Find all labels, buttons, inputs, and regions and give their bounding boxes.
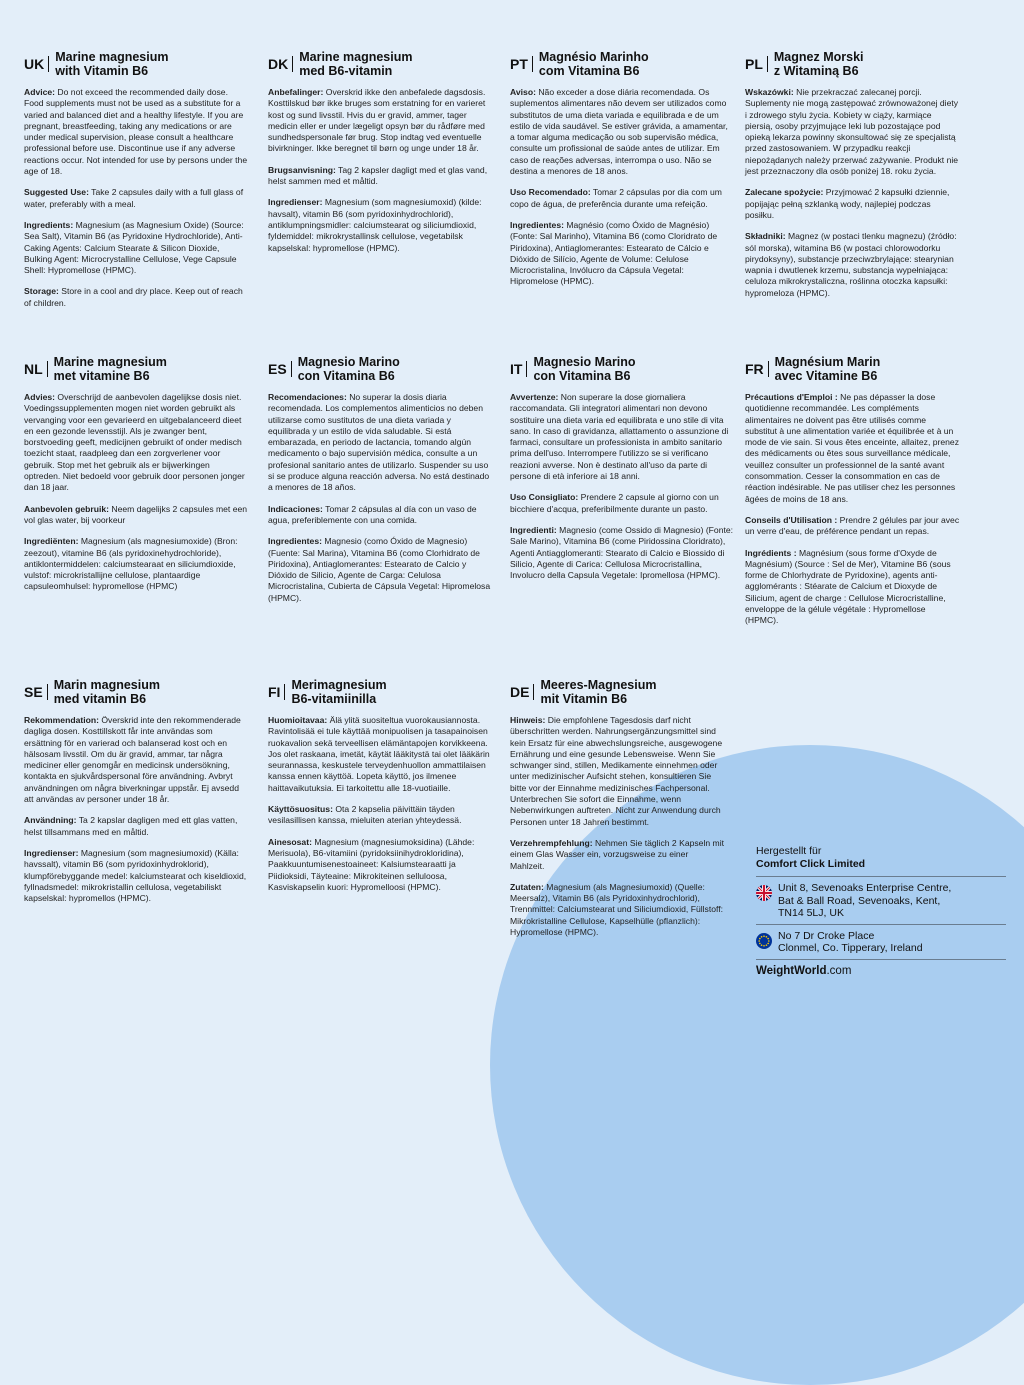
- section-header: [268, 50, 492, 78]
- info-paragraph: [268, 536, 492, 604]
- paragraph-label: Hinweis:: [510, 715, 546, 725]
- paragraph-text: Overskrid ikke den anbefalede dagsdosis. Kosttilskud bør ikke bruges som erstatning for en varieret kost og sund livsstil. Hvis du er gravid, ammer, tager medicin eller er under lægeligt opsyn bør du rådføre med sundhedspersonale før brug. Stop indtag ved eventuelle bivirkninger. Ikke beregnet til børn og unge under 18 år.: [268, 87, 486, 154]
- info-paragraph: [268, 837, 492, 893]
- product-title: Merimagnesium B6-vitamiinilla: [291, 678, 387, 706]
- paragraph-text: Magnésium (sous forme d'Oxyde de Magnésium) (Source : Sel de Mer), Vitamine B6 (sous forme de Chlorhydrate de Pyridoxine), agents anti-agglomérants : Stéarate de Calcium et Dioxyde de Silicium, agent de charge : Cellulose Microcristalline, enveloppe de la gélule végétale : Hypromellose (HPMC).: [745, 547, 951, 626]
- country-code: FR: [745, 361, 769, 377]
- info-paragraph: [510, 838, 725, 872]
- section-header: [745, 355, 960, 383]
- info-paragraph: [745, 392, 960, 505]
- paragraph-text: Tomar 2 cápsulas al día con un vaso de agua, preferiblemente con una comida.: [268, 503, 477, 525]
- section-es: [268, 355, 492, 614]
- info-paragraph: [268, 504, 492, 527]
- paragraph-text: Prendre 2 gélules par jour avec un verre d'eau, de préférence pendant un repas.: [745, 514, 960, 537]
- section-header: [510, 355, 734, 383]
- section-se: [24, 678, 248, 914]
- paragraph-label: Ainesosat:: [268, 836, 312, 847]
- manufacturer-block: [756, 845, 1006, 977]
- info-paragraph: [24, 715, 248, 805]
- paragraph-label: Ingredientes:: [510, 219, 564, 230]
- section-header: [510, 50, 734, 78]
- info-paragraph: [268, 87, 492, 155]
- paragraph-text: Magnesium (som magnesiumoxid) (Källa: havssalt), vitamin B6 (som pyridoxinhydroklorid), klumpförebyggande medel: kalciumstearat och kiseldioxid, fyllnadsmedel: mikrokristallin cellulosa, vegetabiliskt kapselskal: hypromellos (HPMC).: [24, 847, 247, 904]
- product-title: Magnesio Marino con Vitamina B6: [297, 355, 400, 383]
- paragraph-text: Take 2 capsules daily with a full glass of water, preferably with a meal.: [24, 187, 244, 209]
- uk-flag-icon: [756, 885, 772, 901]
- paragraph-text: Tag 2 kapsler dagligt med et glas vand, helst sammen med et måltid.: [268, 164, 488, 187]
- info-paragraph: [268, 804, 492, 827]
- section-header: [510, 678, 725, 706]
- info-paragraph: [268, 165, 492, 188]
- paragraph-text: Magnesium (als Magnesiumoxid) (Quelle: Meersalz), Vitamin B6 (als Pyridoxinhydrochlorid), Trennmittel: Calciumstearat und Siliciumdioxid, Füllstoff: Mikrokristalline Cellulose, Kapselhülle (pflanzlich): Hypromellose (HPMC).: [510, 881, 724, 938]
- paragraph-label: Aanbevolen gebruik:: [24, 503, 109, 514]
- country-code: PT: [510, 56, 533, 72]
- info-paragraph: [24, 504, 248, 527]
- paragraph-text: Neem dagelijks 2 capsules met een vol glas water, bij voorkeur: [24, 503, 248, 525]
- info-paragraph: [24, 87, 248, 177]
- paragraph-text: Magnesium (som magnesiumoxid) (kilde: havsalt), vitamin B6 (som pyridoxinhydrochlorid), antiklumpningsmidler: calciumstearat og siliciumdioxid, fyldemiddel: mikrokrystallinsk cellulose, vegetabilsk kapselskal: hypromellose (HPMC).: [268, 197, 482, 253]
- section-header: [745, 50, 960, 78]
- info-paragraph: [24, 536, 248, 592]
- paragraph-text: Magnesio (como Óxido de Magnesio) (Fuente: Sal Marina), Vitamina B6 (como Clorhidrato de Piridoxina), Antiaglomerantes: Estearato de Calcio y Dióxido de Silicio, Agente de Carga: Celulosa Microcristalina, Cubierta de Cápsula Vegetal: Hipromelosa (HPMC).: [268, 536, 491, 603]
- paragraph-text: Nie przekraczać zalecanej porcji. Suplementy nie mogą zastępować zrównoważonej diety i zdrowego stylu życia. Kobiety w ciąży, karmiące piersią, osoby przyjmujące leki lub pozostające pod opieką lekarza powinny skonsultować się ze specjalistą przed zastosowaniem. W przypadku reakcji niepożądanych należy przerwać zażywanie. Produkt nie jest przeznaczony dla osób poniżej 18. roku życia.: [745, 87, 959, 177]
- country-code: IT: [510, 361, 527, 377]
- brand-suffix: .com: [826, 964, 852, 977]
- info-paragraph: [24, 392, 248, 494]
- section-header: [268, 355, 492, 383]
- info-paragraph: [24, 815, 248, 838]
- info-paragraph: [24, 220, 248, 276]
- product-title: Meeres-Magnesium mit Vitamin B6: [540, 678, 657, 706]
- paragraph-text: Store in a cool and dry place. Keep out of reach of children.: [24, 286, 243, 308]
- paragraph-text: Nehmen Sie täglich 2 Kapseln mit einem Glas Wasser ein, vorzugsweise zu einer Mahlzeit.: [510, 837, 724, 871]
- paragraph-label: Advies:: [24, 392, 56, 402]
- paragraph-label: Zutaten:: [510, 881, 544, 892]
- paragraph-text: Magnesium (as Magnesium Oxide) (Source: Sea Salt), Vitamin B6 (as Pyridoxine Hydrochloride), Anti-Caking Agents: Calcium Stearate & Silicon Dioxide, Bulking Agent: Microcrystalline Cellulose, Vege Capsule Shell: Hypromellose (HPMC).: [24, 219, 244, 276]
- paragraph-label: Avvertenze:: [510, 392, 559, 402]
- section-uk: [24, 50, 248, 319]
- address-uk-text: Unit 8, Sevenoaks Enterprise Centre, Bat & Ball Road, Sevenoaks, Kent, TN14 5LJ, UK: [778, 882, 952, 919]
- paragraph-label: Recomendaciones:: [268, 392, 347, 402]
- product-title: Marine magnesium met vitamine B6: [53, 355, 167, 383]
- info-paragraph: [510, 87, 734, 177]
- product-title: Magnez Morski z Witaminą B6: [773, 50, 864, 78]
- paragraph-label: Anbefalinger:: [268, 87, 324, 97]
- section-header: [24, 355, 248, 383]
- info-paragraph: [510, 525, 734, 581]
- paragraph-text: Não exceder a dose diária recomendada. Os suplementos alimentares não devem ser utilizados como substitutos de uma dieta variada e equilibrada e de um estilo de vida saudável. Se estiver grávida, a amamentar, a tomar alguma medicação ou sob supervisão médica, consulte um profissional de saúde antes de utilizar. Em caso de reações adversas, interrompa o uso. Não se destina a menores de 18 anos.: [510, 87, 728, 177]
- paragraph-text: Die empfohlene Tagesdosis darf nicht überschritten werden. Nahrungsergänzungsmittel sind kein Ersatz für eine abwechslungsreiche, ausgewogene Ernährung und eine gesunde Lebensweise. Wenn Sie schwanger sind, stillen, Medikamente einnehmen oder unter medizinischer Aufsicht stehen, konsultieren Sie bitte vor der Einnahme medizinisches Fachpersonal. Unterbrechen Sie sofort die Einnahme, wenn Nebenwirkungen auftreten. Nicht zur Anwendung durch Personen unter 18 Jahren bestimmt.: [510, 715, 723, 827]
- country-code: ES: [268, 361, 292, 377]
- address-eu-text: No 7 Dr Croke Place Clonmel, Co. Tipperary, Ireland: [778, 929, 923, 954]
- info-paragraph: [510, 492, 734, 515]
- country-code: FI: [268, 684, 285, 700]
- info-paragraph: [510, 187, 734, 210]
- country-code: PL: [745, 56, 768, 72]
- paragraph-label: Zalecane spożycie:: [745, 187, 824, 198]
- paragraph-label: Rekommendation:: [24, 715, 99, 725]
- section-pl: [745, 50, 960, 309]
- paragraph-text: Överskrid inte den rekommenderade dagliga dosen. Kosttillskott får inte användas som ersättning för en varierad och balanserad kost och en hälsosam livsstil. Om du är gravid, ammar, tar några mediciner eller genomgår en medicinsk undersökning, kontakta en sjukvårdspersonal före användning. Avbryt användningen om några biverkningar uppstår. Ej avsedd att användas av personer under 18 år.: [24, 715, 241, 805]
- paragraph-text: Non superare la dose giornaliera raccomandata. Gli integratori alimentari non devono sostituire una dieta varia ed equilibrata e uno stile di vita sano. In caso di gravidanza, allattamento o assunzione di farmaci, consultare un professionista in ambito sanitario prima dell'uso. Interrompere l'utilizzo se si verificano reazioni avverse. Non è destinato all'uso da parte di persone di età inferiore ai 18 anni.: [510, 392, 729, 482]
- paragraph-label: Uso Consigliato:: [510, 492, 579, 503]
- address-eu: [756, 924, 1006, 959]
- paragraph-text: Ota 2 kapselia päivittäin täyden vesilasillisen kanssa, mieluiten aterian yhteydessä.: [268, 804, 462, 826]
- paragraph-label: Ingredientes:: [268, 536, 322, 547]
- paragraph-text: Magnesio (come Ossido di Magnesio) (Fonte: Sale Marino), Vitamina B6 (come Piridossina Cloridrato), Agenti Antiagglomeranti: Stearato di Calcio e Biossido di Silicio, Agente di Carica: Cellulosa Microcristallina, Involucro della Capsula Vegetale: Ipromellosa (HPMC).: [510, 524, 734, 581]
- eu-flag-icon: [756, 933, 772, 949]
- paragraph-label: Ingredienser:: [268, 197, 323, 208]
- paragraph-label: Indicaciones:: [268, 503, 323, 514]
- product-title: Magnésio Marinho com Vitamina B6: [538, 50, 649, 78]
- paragraph-text: Tomar 2 cápsulas por dia com um copo de água, de preferência durante uma refeição.: [510, 187, 722, 209]
- section-nl: [24, 355, 248, 603]
- paragraph-label: Wskazówki:: [745, 87, 794, 97]
- paragraph-text: Ta 2 kapslar dagligen med ett glas vatten, helst tillsammans med en måltid.: [24, 815, 238, 837]
- country-code: DK: [268, 56, 293, 72]
- section-header: [268, 678, 492, 706]
- country-code: UK: [24, 56, 49, 72]
- product-title: Marin magnesium med vitamin B6: [53, 678, 160, 706]
- info-paragraph: [510, 392, 734, 482]
- paragraph-label: Ingrédients :: [745, 547, 797, 558]
- paragraph-text: Älä ylitä suositeltua vuorokausiannosta. Ravintolisää ei tule käyttää monipuolisen ja tasapainoisen ruokavalion sekä terveellisen elämäntapojen korvikkeena. Jos olet raskaana, imetät, käytät lääkitystä tai olet lääkärin seurannassa, keskustele terveydenhuollon ammattilaisen kanssa ennen käyttöä. Lopeta käyttö, jos ilmenee haittavaikutuksia. Ei tarkoitettu alle 18-vuotiaille.: [268, 715, 490, 793]
- info-paragraph: [24, 286, 248, 309]
- info-paragraph: [745, 187, 960, 221]
- section-fi: [268, 678, 492, 903]
- info-paragraph: [24, 848, 248, 904]
- info-paragraph: [24, 187, 248, 210]
- paragraph-text: Ne pas dépasser la dose quotidienne recommandée. Les compléments alimentaires ne doivent pas être utilisés comme substitut à une alimentation variée et équilibrée et à un mode de vie sain. Si vous êtes enceinte, allaitez, prenez des médicaments ou êtes sous surveillance médicale, veuillez consulter un professionnel de la santé avant consommation. Cesser la consommation en cas de réaction indésirable. Ne pas utiliser chez les personnes âgées de moins de 18 ans.: [745, 392, 960, 504]
- paragraph-label: Uso Recomendado:: [510, 187, 591, 198]
- product-title: Marine magnesium med B6-vitamin: [299, 50, 413, 78]
- section-fr: [745, 355, 960, 637]
- paragraph-label: Précautions d'Emploi :: [745, 392, 838, 402]
- section-header: [24, 50, 248, 78]
- info-paragraph: [268, 197, 492, 253]
- paragraph-label: Brugsanvisning:: [268, 164, 336, 175]
- paragraph-label: Składniki:: [745, 231, 786, 242]
- manufacturer-company: Comfort Click Limited: [756, 858, 866, 870]
- info-paragraph: [510, 220, 734, 288]
- info-paragraph: [510, 715, 725, 828]
- paragraph-label: Ingrediënten:: [24, 536, 79, 547]
- brand-name: WeightWorld: [756, 964, 827, 977]
- paragraph-label: Aviso:: [510, 87, 536, 97]
- paragraph-label: Storage:: [24, 286, 59, 297]
- paragraph-label: Huomioitavaa:: [268, 715, 328, 725]
- info-paragraph: [268, 392, 492, 494]
- country-code: SE: [24, 684, 48, 700]
- info-paragraph: [745, 87, 960, 177]
- paragraph-label: Advice:: [24, 87, 56, 97]
- paragraph-label: Suggested Use:: [24, 187, 89, 198]
- paragraph-label: Käyttösuositus:: [268, 804, 333, 815]
- paragraph-label: Ingredients:: [24, 219, 74, 230]
- info-paragraph: [268, 715, 492, 794]
- paragraph-text: Do not exceed the recommended daily dose. Food supplements must not be used as a substitute for a varied and balanced diet and a healthy lifestyle. If you are pregnant, breastfeeding, taking any medications or are under medical supervision, please consult a healthcare professional before use. Discontinue use if any adverse reactions occur. Not intended for use by persons under the age of 18.: [24, 87, 248, 177]
- section-dk: [268, 50, 492, 264]
- address-uk: [756, 876, 1006, 924]
- product-title: Marine magnesium with Vitamin B6: [55, 50, 169, 78]
- paragraph-text: Magnesium (als magnesiumoxide) (Bron: zeezout), vitamine B6 (als pyridoxinehydrochloride), antiklontermiddelen: calciumstearaat en siliciumdioxide, vulstof: microkristallijne cellulose, plantaardige capsuleomhulsel: hypromellose (HPMC): [24, 536, 238, 592]
- info-paragraph: [745, 548, 960, 627]
- info-paragraph: [745, 515, 960, 538]
- info-paragraph: [745, 231, 960, 299]
- paragraph-text: Magnez (w postaci tlenku magnezu) (źródło: sól morska), witamina B6 (w postaci chlorowodorku pirydoksyny), substancje przeciwzbrylające: stearynian wapnia i dwutlenek krzemu, substancja wypełniająca: celuloza mikrokrystaliczna, roślinna otoczka kapsułki: hypromeloza (HPMC).: [745, 231, 957, 298]
- paragraph-label: Verzehrempfehlung:: [510, 837, 593, 848]
- country-code: NL: [24, 361, 48, 377]
- paragraph-text: Magnesium (magnesiumoksidina) (Lähde: Merisuola), B6-vitamiini (pyridoksiinihydrokloridina), Paakkuuntumisenestoaineet: Kalsiumstearaatti ja Piidioksidi, Täyteaine: Mikrokiteinen selluloosa, Kasviskapselin kuori: Hypromelloosi (HPMC).: [268, 836, 475, 892]
- country-code: DE: [510, 684, 534, 700]
- product-title: Magnésium Marin avec Vitamine B6: [774, 355, 881, 383]
- paragraph-label: Conseils d'Utilisation :: [745, 514, 838, 525]
- paragraph-label: Ingredienser:: [24, 847, 79, 858]
- manufacturer-intro: Hergestellt für: [756, 845, 822, 857]
- section-header: [24, 678, 248, 706]
- info-paragraph: [510, 882, 725, 938]
- section-pt: [510, 50, 734, 298]
- section-it: [510, 355, 734, 591]
- paragraph-text: Overschrijd de aanbevolen dagelijkse dosis niet. Voedingssupplementen mogen niet worden gebruikt als vervanging voor een gevarieerd en uitgebalanceerd dieet en een gezonde levensstijl. Als je zwanger bent, borstvoeding geeft, medicijnen gebruikt of onder medisch toezicht staat, raadpleeg dan een zorgverlener voor gebruik. Stop met het gebruik als er bijwerkingen optreden. Niet bedoeld voor gebruik door personen jonger dan 18 jaar.: [24, 392, 245, 493]
- paragraph-text: Przyjmować 2 kapsułki dziennie, popijając pełną szklanką wody, najlepiej podczas posiłku.: [745, 187, 950, 220]
- paragraph-text: No superar la dosis diaria recomendada. Los complementos alimenticios no deben utilizarse como sustitutos de una dieta variada y equilibrada y un estilo de vida saludable. Si está embarazada, en periodo de lactancia, tomando algún medicamento o bajo supervisión médica, consulte a un profesional sanitario antes de utilizarlo. Suspender su uso si se produce alguna reacción adversa. No está destinado a menores de 18 años.: [268, 392, 490, 493]
- paragraph-text: Prendere 2 capsule al giorno con un bicchiere d'acqua, preferibilmente durante un pasto.: [510, 492, 719, 514]
- brand-logo: [756, 959, 1006, 977]
- product-title: Magnesio Marino con Vitamina B6: [533, 355, 636, 383]
- section-de: [510, 678, 725, 948]
- paragraph-text: Magnésio (como Óxido de Magnésio) (Fonte: Sal Marinho), Vitamina B6 (como Cloridrato de Piridoxina), Antiaglomerantes: Estearato de Cálcio e Dióxido de Silício, Agente de Volume: Celulose Microcristalina, Invólucro da Cápsula Vegetal: Hipromelose (HPMC).: [510, 219, 718, 287]
- paragraph-label: Användning:: [24, 815, 77, 826]
- paragraph-label: Ingredienti:: [510, 524, 557, 535]
